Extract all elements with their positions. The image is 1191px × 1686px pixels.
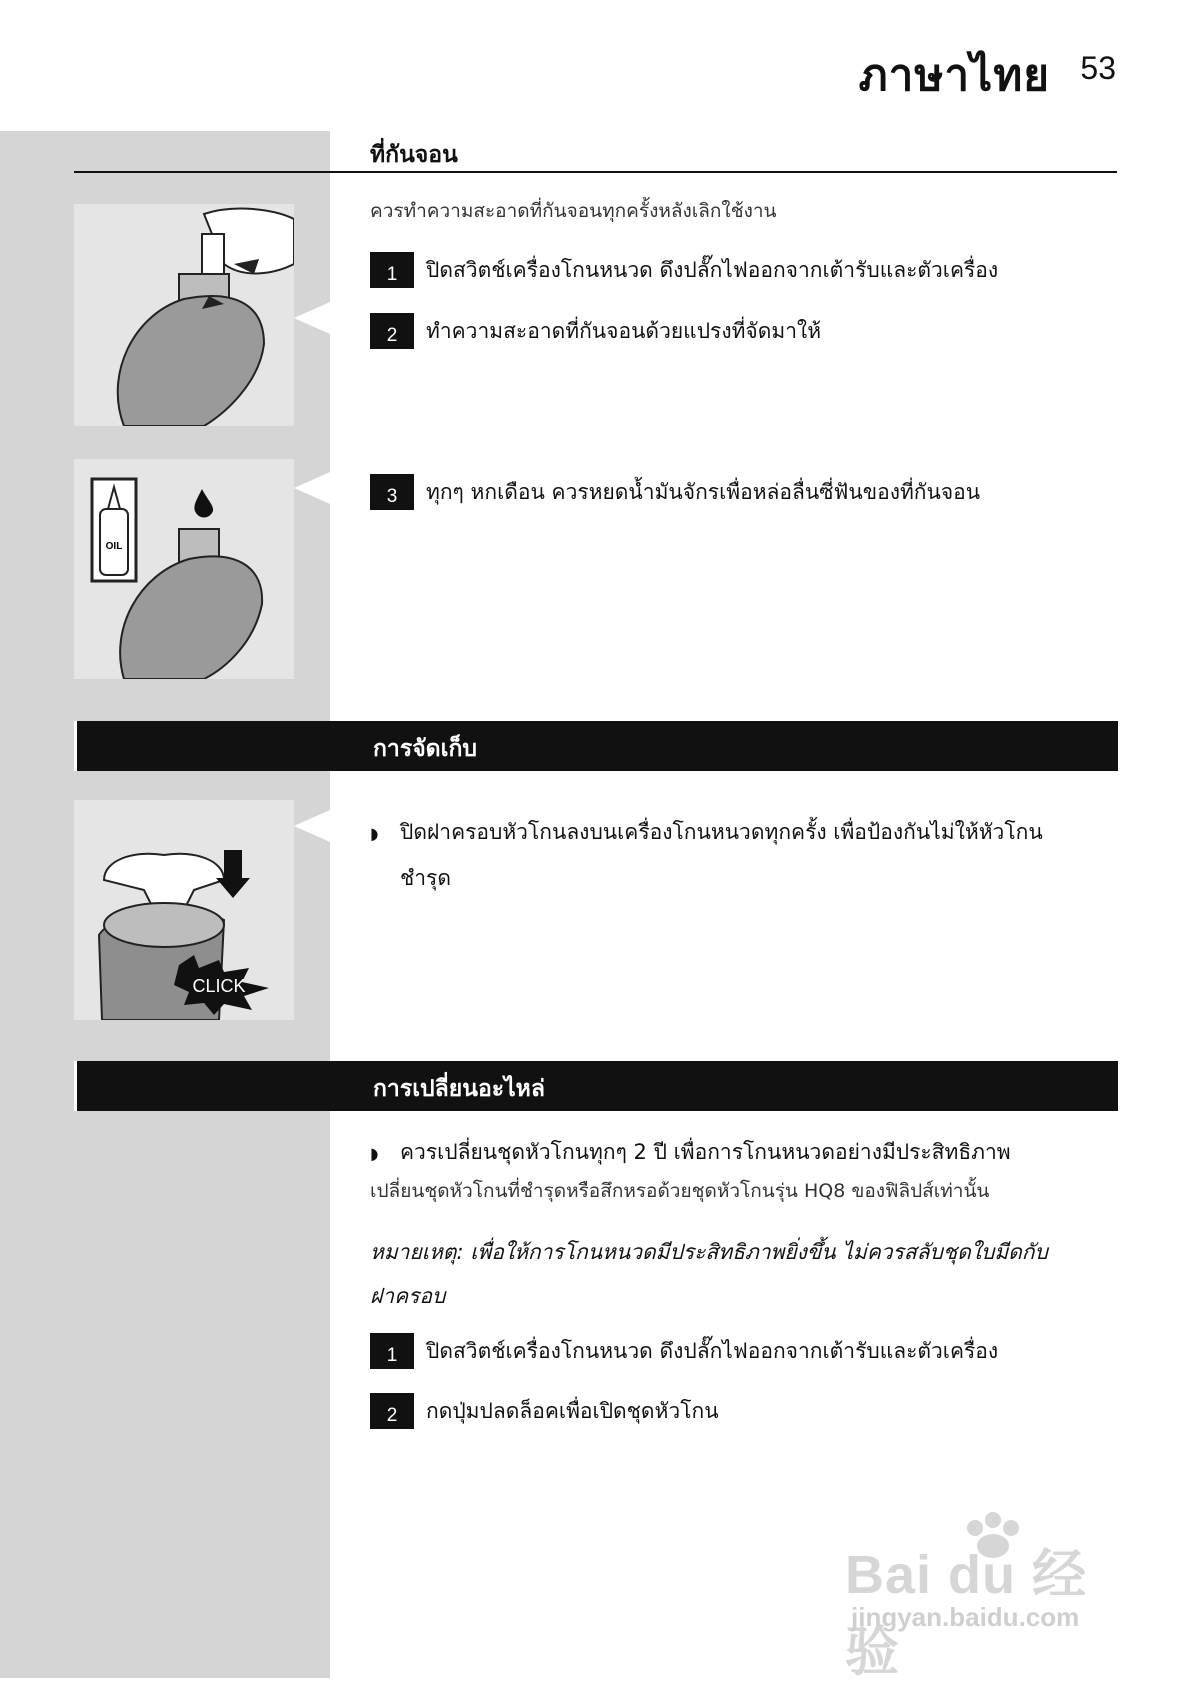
step-number: 1 [370,1333,414,1369]
baidu-watermark [845,1510,1125,1682]
replacement-bullet [370,1130,1011,1176]
step-text: ปิดสวิตช์เครื่องโกนหนวด ดึงปลั๊กไฟออกจากเต้ารับและตัวเครื่อง [426,257,999,282]
bullet-icon: ◗ [370,824,379,843]
section-bar-storage [74,721,1118,771]
watermark-url: jingyan.baidu.com [851,1602,1080,1632]
illustration-cap-click [74,800,294,1020]
illustration-trimmer-brush [74,204,294,426]
storage-text-line2: ชำรุด [400,866,451,890]
section-title-trimmer: ที่กันจอน [370,142,458,168]
bullet-icon: ◗ [370,1144,379,1163]
step-number: 3 [370,474,414,510]
step-number: 2 [370,313,414,349]
section-rule [74,171,1117,173]
section-title-replacement: การเปลี่ยนอะไหล่ [373,1076,545,1102]
note-line1: หมายเหตุ: เพื่อให้การโกนหนวดมีประสิทธิภาพยิ่งขึ้น ไม่ควรสลับชุดใบมีดกับ [370,1240,1048,1264]
click-label: CLICK [192,976,246,996]
trimmer-step-3 [370,474,980,510]
trimmer-intro: ควรทำความสะอาดที่กันจอนทุกครั้งหลังเลิกใช้งาน [370,200,777,222]
page-number: 53 [1080,50,1116,86]
illustration-trimmer-oil [74,459,294,679]
step-number: 1 [370,252,414,288]
step-number: 2 [370,1393,414,1429]
step-text: ทุกๆ หกเดือน ควรหยดน้ำมันจักรเพื่อหล่อลื่นซี่ฟันของที่กันจอน [426,479,981,504]
language-heading: ภาษาไทย [858,50,1050,101]
storage-bullet [370,810,1043,900]
step-text: ปิดสวิตช์เครื่องโกนหนวด ดึงปลั๊กไฟออกจากเต้ารับและตัวเครื่อง [426,1338,999,1363]
watermark-logo: Bai du 经验 [845,1545,1088,1682]
oil-label: OIL [105,541,123,552]
replacement-step-2 [370,1393,719,1429]
image-pointer [294,472,330,504]
image-pointer [294,810,330,842]
section-title-storage: การจัดเก็บ [373,736,477,762]
step-text: ทำความสะอาดที่กันจอนด้วยแปรงที่จัดมาให้ [426,318,822,343]
replacement-note [370,1230,1048,1318]
trimmer-step-2 [370,313,821,349]
replacement-text: ควรเปลี่ยนชุดหัวโกนทุกๆ 2 ปี เพื่อการโกนหนวดอย่างมีประสิทธิภาพ [400,1140,1011,1164]
storage-text-line1: ปิดฝาครอบหัวโกนลงบนเครื่องโกนหนวดทุกครั้ง เพื่อป้องกันไม่ให้หัวโกน [400,820,1043,844]
trimmer-step-1 [370,252,998,288]
section-bar-replacement [74,1061,1118,1111]
replacement-sub: เปลี่ยนชุดหัวโกนที่ชำรุดหรือสึกหรอด้วยชุดหัวโกนรุ่น HQ8 ของฟิลิปส์เท่านั้น [370,1180,990,1202]
image-pointer [294,302,330,334]
step-text: กดปุ่มปลดล็อคเพื่อเปิดชุดหัวโกน [426,1398,719,1423]
note-line2: ฝาครอบ [370,1284,446,1308]
replacement-step-1 [370,1333,998,1369]
